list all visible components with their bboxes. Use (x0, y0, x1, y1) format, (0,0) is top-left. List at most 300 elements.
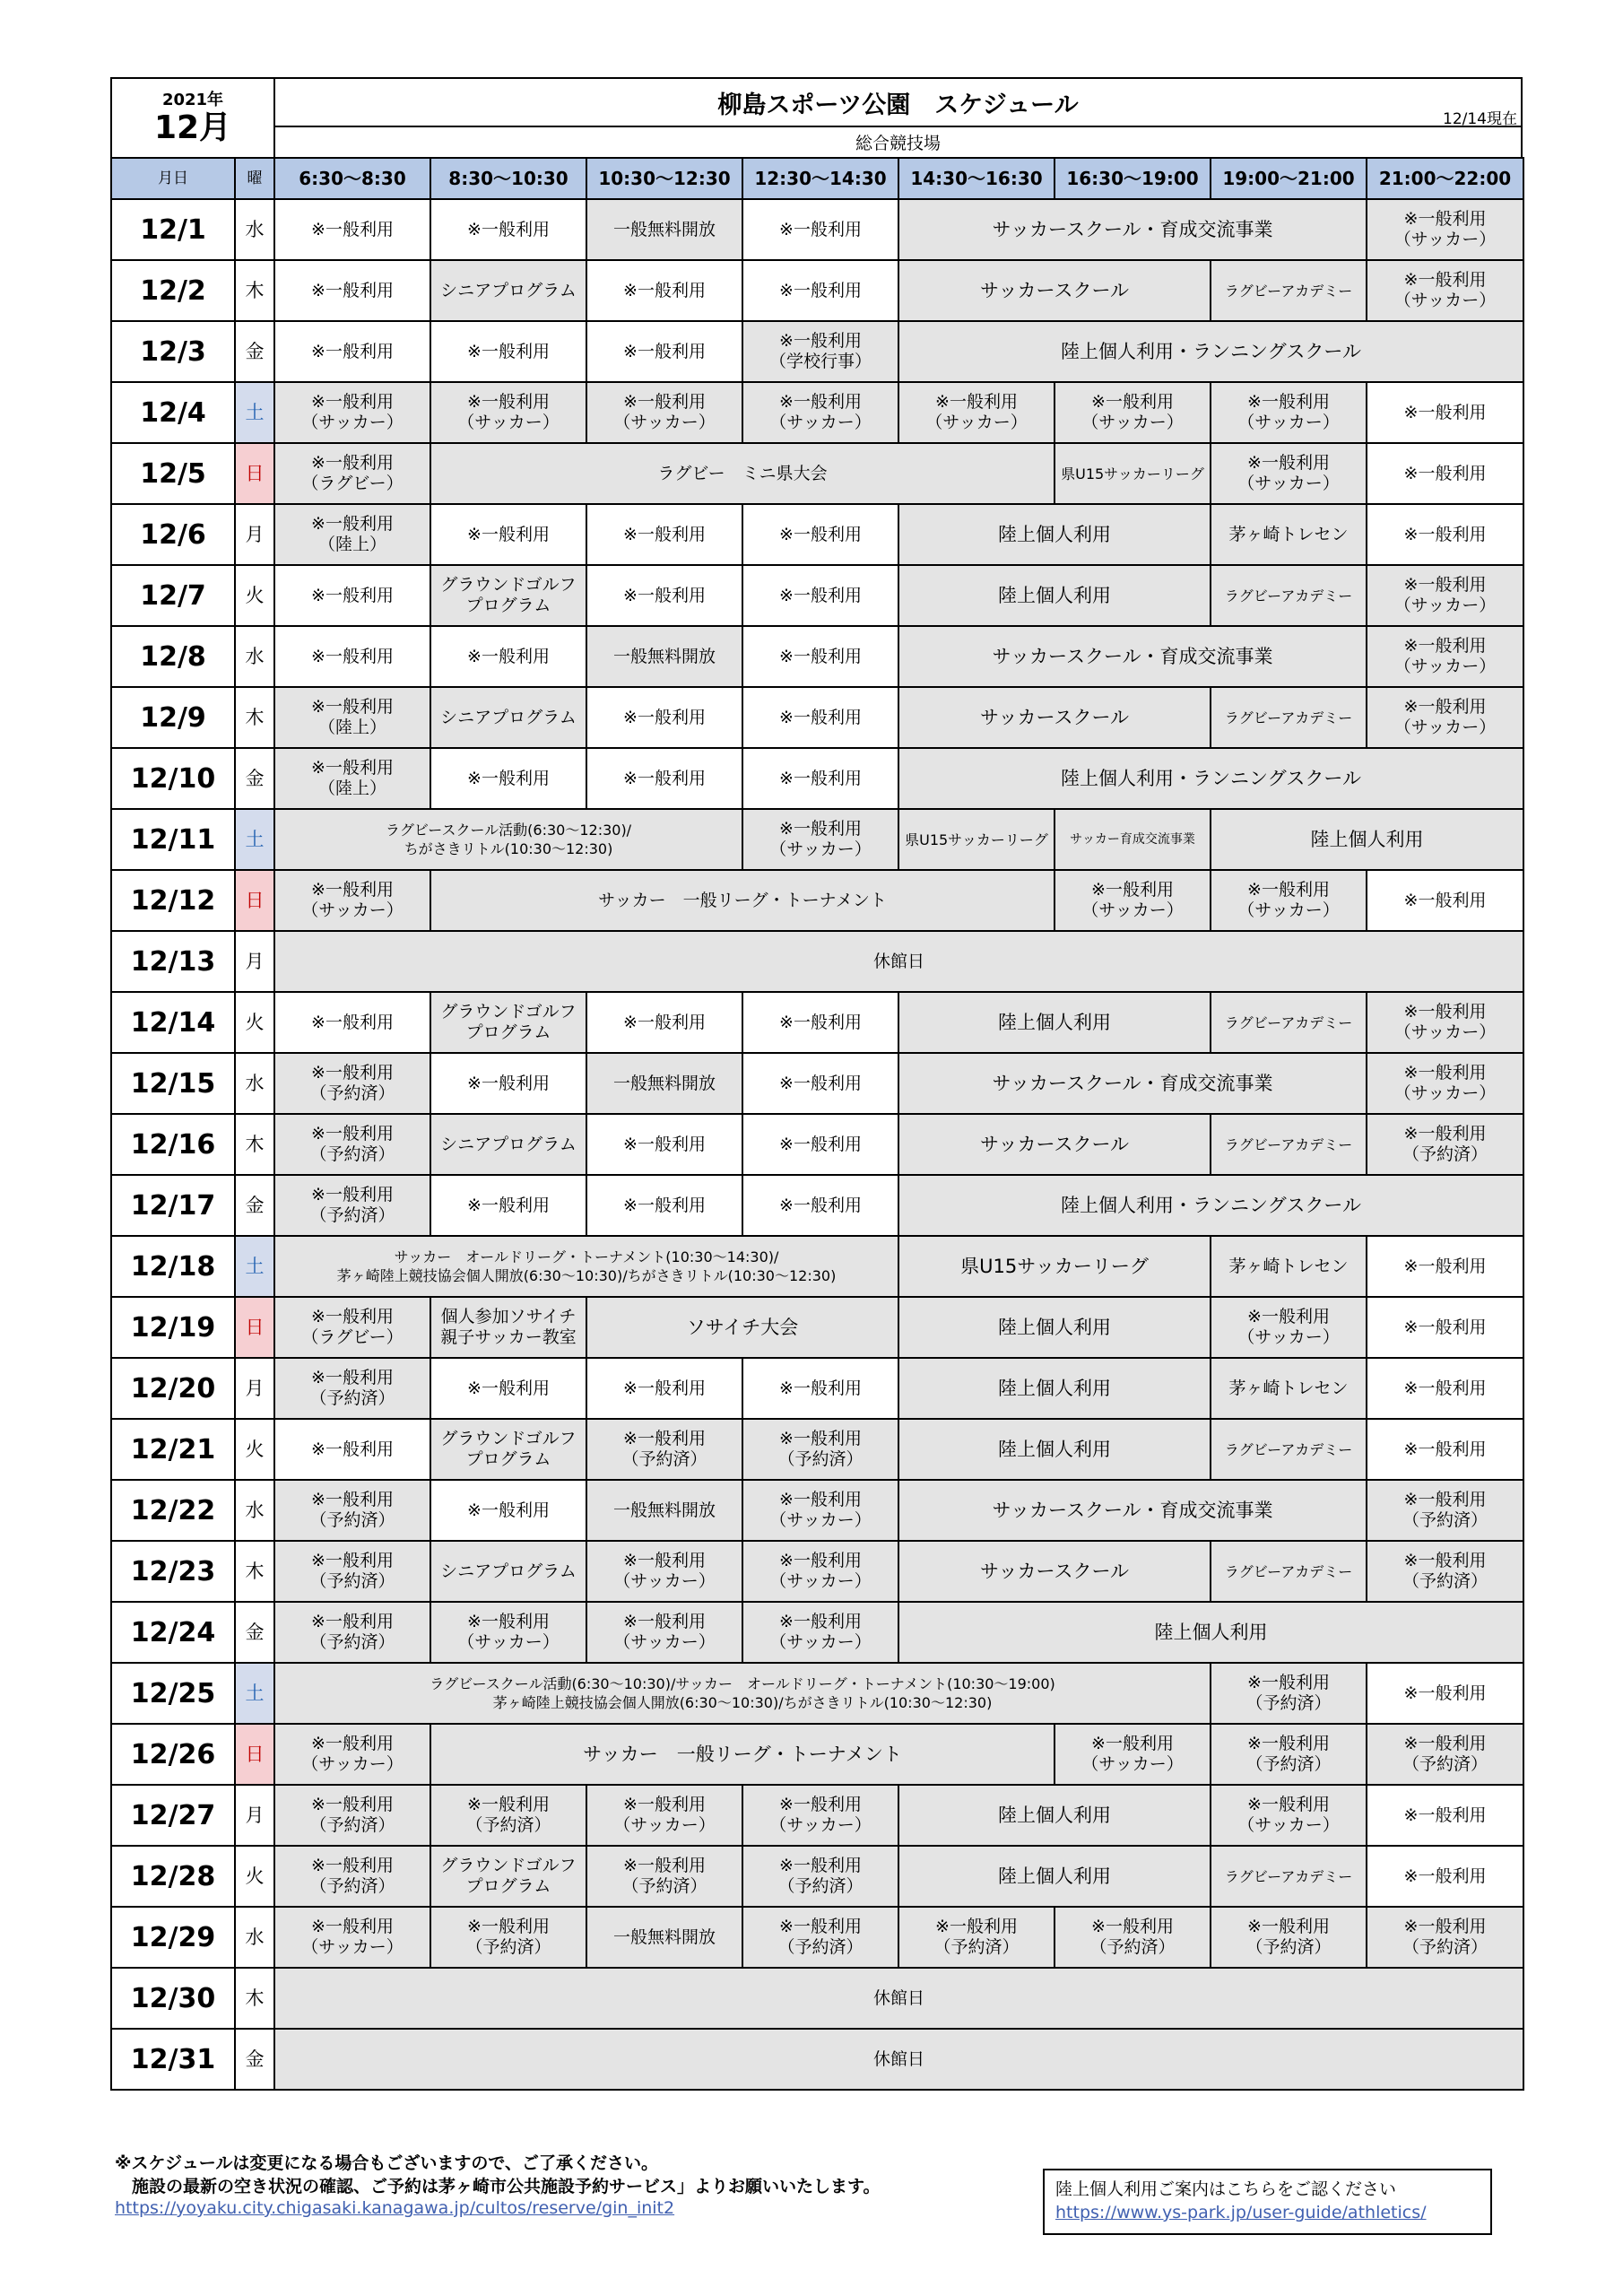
slot-line: ※一般利用 (779, 1856, 862, 1875)
slot-line: ラグビーアカデミー (1224, 1013, 1353, 1031)
slot-cell (274, 626, 430, 687)
column-header: 曜 (235, 158, 274, 199)
slot-line: 茅ヶ崎トレセン (1228, 1256, 1349, 1276)
slot-cell (898, 1602, 1523, 1663)
slot-line: （サッカー） (769, 1632, 872, 1652)
column-header: 21:00～22:00 (1367, 158, 1523, 199)
slot-line: 陸上個人利用 (998, 1377, 1111, 1399)
slot-line: 陸上個人利用 (998, 584, 1111, 606)
slot-cell (1367, 199, 1523, 260)
slot-line: グラウンドゴルフ (440, 575, 577, 595)
slot-line: ※一般利用 (1403, 697, 1487, 717)
reservation-link[interactable]: https://yoyaku.city.chigasaki.kanagawa.jp/cultos/reserve/gin_init2 (115, 2198, 675, 2218)
slot-cell (742, 687, 898, 748)
date-cell: 12/4 (111, 382, 235, 443)
slot-line: （予約済） (465, 1937, 551, 1957)
slot-line: ※一般利用 (779, 1378, 862, 1398)
slot-cell (1055, 809, 1211, 870)
slot-line: （予約済） (777, 1449, 864, 1469)
slot-line: ※一般利用 (1403, 524, 1487, 544)
slot-cell (742, 1175, 898, 1236)
slot-line: （予約済） (1402, 1937, 1488, 1957)
slot-line: 陸上個人利用 (1154, 1621, 1268, 1643)
date-cell: 12/1 (111, 199, 235, 260)
slot-cell (430, 687, 586, 748)
weekday-cell: 土 (235, 382, 274, 443)
slot-line: ※一般利用 (779, 707, 862, 727)
column-header-row (111, 158, 1523, 199)
slot-line: ラグビーアカデミー (1224, 587, 1353, 604)
weekday-cell: 日 (235, 1297, 274, 1358)
slot-line: （サッカー） (1237, 474, 1340, 493)
slot-cell (1367, 1785, 1523, 1846)
slot-line: ※一般利用 (1091, 1734, 1174, 1753)
slot-cell (1211, 1236, 1367, 1297)
slot-cell (586, 1846, 742, 1907)
slot-cell (430, 1053, 586, 1114)
date-cell: 12/16 (111, 1114, 235, 1175)
slot-cell (898, 626, 1367, 687)
slot-line: サッカー育成交流事業 (1070, 831, 1195, 847)
slot-cell (274, 1602, 430, 1663)
slot-cell (1367, 992, 1523, 1053)
slot-line: ※一般利用 (467, 341, 550, 361)
slot-cell (1367, 443, 1523, 504)
slot-cell (586, 1175, 742, 1236)
slot-line: （サッカー） (1393, 657, 1497, 676)
slot-cell (1367, 1541, 1523, 1602)
slot-line: サッカースクール (979, 279, 1130, 301)
schedule-row (111, 1785, 1523, 1846)
date-cell: 12/31 (111, 2029, 235, 2090)
schedule-row (111, 443, 1523, 504)
slot-line: ※一般利用 (1247, 1673, 1330, 1692)
date-cell: 12/9 (111, 687, 235, 748)
slot-line: ※一般利用 (623, 341, 706, 361)
slot-line: 一般無料開放 (612, 1500, 716, 1520)
slot-line: （学校行事） (768, 352, 872, 371)
slot-cell (1211, 1724, 1367, 1785)
slot-cell (898, 565, 1211, 626)
schedule-row (111, 992, 1523, 1053)
slot-line: （予約済） (309, 1876, 395, 1896)
slot-line: ラグビーアカデミー (1224, 1440, 1353, 1458)
slot-line: ※一般利用 (1403, 1063, 1487, 1083)
slot-line: （サッカー） (769, 1571, 872, 1591)
weekday-cell: 木 (235, 1541, 274, 1602)
slot-line: サッカー 一般リーグ・トーナメント (583, 1743, 902, 1765)
slot-cell (742, 1541, 898, 1602)
slot-line: （サッカー） (613, 413, 716, 432)
slot-cell (430, 1114, 586, 1175)
slot-line: （陸上） (317, 535, 386, 554)
date-cell: 12/17 (111, 1175, 235, 1236)
slot-line: 陸上個人利用 (998, 1438, 1111, 1460)
slot-line: ※一般利用 (779, 1795, 862, 1814)
slot-line: シニアプログラム (440, 707, 577, 727)
slot-cell (430, 443, 1055, 504)
date-cell: 12/8 (111, 626, 235, 687)
date-cell: 12/7 (111, 565, 235, 626)
slot-line: ※一般利用 (1403, 402, 1487, 422)
slot-line: ※一般利用 (1247, 392, 1330, 412)
slot-line: 陸上個人利用 (998, 1011, 1111, 1033)
slot-cell (586, 1419, 742, 1480)
slot-line: （ラグビー） (301, 474, 404, 493)
slot-line: ※一般利用 (467, 1073, 550, 1093)
slot-line: （予約済） (621, 1876, 707, 1896)
slot-line: ※一般利用 (1403, 1917, 1487, 1936)
slot-cell (430, 1602, 586, 1663)
athletics-info-link[interactable]: https://www.ys-park.jp/user-guide/athletics/ (1055, 2203, 1427, 2222)
schedule-row (111, 1236, 1523, 1297)
slot-line: ※一般利用 (623, 524, 706, 544)
date-cell: 12/20 (111, 1358, 235, 1419)
weekday-cell: 水 (235, 1907, 274, 1968)
slot-cell (1367, 1297, 1523, 1358)
slot-line: ※一般利用 (1403, 890, 1487, 910)
slot-line: ※一般利用 (779, 280, 862, 300)
athletics-info-box (1043, 2169, 1492, 2235)
slot-cell (742, 1846, 898, 1907)
schedule-row (111, 1419, 1523, 1480)
slot-cell (1367, 1724, 1523, 1785)
date-cell: 12/27 (111, 1785, 235, 1846)
slot-cell (1211, 443, 1367, 504)
slot-line: ※一般利用 (1247, 880, 1330, 900)
slot-cell (1211, 382, 1367, 443)
slot-cell (430, 870, 1055, 931)
slot-cell (898, 687, 1211, 748)
slot-line: 茅ヶ崎トレセン (1228, 524, 1349, 544)
slot-line: ※一般利用 (1403, 1002, 1487, 1022)
slot-line: （サッカー） (301, 900, 404, 920)
slot-line: ※一般利用 (779, 1429, 862, 1448)
slot-line: ※一般利用 (779, 646, 862, 666)
slot-line: ※一般利用 (623, 1856, 706, 1875)
weekday-cell: 金 (235, 1175, 274, 1236)
weekday-cell: 金 (235, 2029, 274, 2090)
slot-line: ※一般利用 (467, 1917, 550, 1936)
slot-line: ※一般利用 (1403, 270, 1487, 290)
schedule-row (111, 1724, 1523, 1785)
weekday-cell: 日 (235, 1724, 274, 1785)
slot-cell (430, 1175, 586, 1236)
slot-line: （サッカー） (1081, 1754, 1184, 1774)
slot-cell (898, 1541, 1211, 1602)
slot-line: ※一般利用 (623, 392, 706, 412)
slot-line: ※一般利用 (1403, 1683, 1487, 1703)
slot-cell (274, 1663, 1211, 1724)
slot-line: ※一般利用 (623, 1429, 706, 1448)
slot-cell (586, 687, 742, 748)
date-cell: 12/12 (111, 870, 235, 931)
slot-line: （予約済） (465, 1815, 551, 1835)
slot-line: ※一般利用 (1403, 1734, 1487, 1753)
slot-cell (1367, 1907, 1523, 1968)
slot-cell (1211, 1297, 1367, 1358)
slot-line: ※一般利用 (779, 1012, 862, 1032)
schedule-row (111, 809, 1523, 870)
weekday-cell: 土 (235, 1236, 274, 1297)
slot-line: グラウンドゴルフ (440, 1429, 577, 1448)
slot-cell (742, 382, 898, 443)
slot-cell (274, 1053, 430, 1114)
slot-cell (274, 1907, 430, 1968)
slot-line: 個人参加ソサイチ (440, 1307, 577, 1326)
slot-cell (586, 1785, 742, 1846)
schedule-row (111, 1297, 1523, 1358)
slot-cell (586, 260, 742, 321)
slot-cell (742, 809, 898, 870)
column-header: 月日 (111, 158, 235, 199)
slot-line: ※一般利用 (623, 1378, 706, 1398)
slot-line: ラグビースクール活動(6:30～10:30)/サッカー オールドリーグ・トーナメント(10:30～19:00) (430, 1675, 1055, 1692)
slot-cell (586, 565, 742, 626)
slot-cell (742, 321, 898, 382)
slot-cell (430, 1907, 586, 1968)
slot-cell (274, 687, 430, 748)
date-cell: 12/13 (111, 931, 235, 992)
weekday-cell: 日 (235, 870, 274, 931)
date-cell: 12/2 (111, 260, 235, 321)
slot-line: （予約済） (1089, 1937, 1176, 1957)
weekday-cell: 木 (235, 1114, 274, 1175)
slot-line: ※一般利用 (1247, 1917, 1330, 1936)
schedule-change-note: ※スケジュールは変更になる場合もございますので、ご了承ください。 (115, 2153, 658, 2173)
slot-line: 陸上個人利用・ランニングスクール (1061, 1194, 1361, 1216)
as-of-date: 12/14現在 (1443, 110, 1517, 128)
slot-line: ※一般利用 (1403, 1124, 1487, 1144)
slot-line: ラグビーアカデミー (1224, 282, 1353, 300)
slot-line: 一般無料開放 (612, 1073, 716, 1093)
slot-line: ※一般利用 (1403, 1256, 1487, 1276)
slot-line: シニアプログラム (440, 280, 577, 300)
slot-line: サッカースクール・育成交流事業 (992, 1499, 1273, 1521)
date-cell: 12/11 (111, 809, 235, 870)
slot-line: （サッカー） (1237, 413, 1340, 432)
slot-cell (586, 1297, 898, 1358)
slot-line: 一般無料開放 (612, 646, 716, 666)
schedule-row (111, 565, 1523, 626)
slot-line: 茅ヶ崎陸上競技協会個人開放(6:30～10:30)/ちがさきリトル(10:30～12:30) (336, 1267, 837, 1284)
slot-cell (274, 870, 430, 931)
slot-cell (430, 1541, 586, 1602)
slot-line: ※一般利用 (311, 646, 394, 666)
weekday-cell: 月 (235, 931, 274, 992)
slot-line: ※一般利用 (1403, 463, 1487, 483)
weekday-cell: 月 (235, 504, 274, 565)
slot-line: ラグビーアカデミー (1224, 1867, 1353, 1885)
slot-line: 県U15サッカーリーグ (905, 831, 1048, 848)
reservation-note: 施設の最新の空き状況の確認、ご予約は茅ヶ崎市公共施設予約サービス」よりお願いいたします。 (115, 2177, 881, 2196)
weekday-cell: 木 (235, 687, 274, 748)
slot-cell (1211, 1114, 1367, 1175)
schedule-row (111, 1175, 1523, 1236)
slot-cell (898, 1053, 1367, 1114)
slot-cell (898, 260, 1211, 321)
slot-cell (1367, 565, 1523, 626)
slot-line: ソサイチ大会 (686, 1316, 799, 1338)
date-cell: 12/24 (111, 1602, 235, 1663)
date-cell: 12/15 (111, 1053, 235, 1114)
slot-cell (742, 1358, 898, 1419)
venue-name: 総合競技場 (855, 134, 941, 153)
slot-line: （陸上） (317, 718, 386, 737)
slot-cell (274, 1297, 430, 1358)
slot-cell (1367, 1419, 1523, 1480)
weekday-cell: 金 (235, 321, 274, 382)
slot-line: グラウンドゴルフ (440, 1856, 577, 1875)
slot-line: ※一般利用 (1403, 1866, 1487, 1886)
slot-cell (430, 1785, 586, 1846)
slot-line: ※一般利用 (623, 1195, 706, 1215)
slot-cell (1367, 1236, 1523, 1297)
slot-line: （サッカー） (769, 1815, 872, 1835)
slot-line: シニアプログラム (440, 1134, 577, 1154)
weekday-cell: 木 (235, 1968, 274, 2029)
schedule-row (111, 1846, 1523, 1907)
schedule-row (111, 1541, 1523, 1602)
slot-line: （サッカー） (1081, 413, 1184, 432)
slot-cell (586, 1541, 742, 1602)
slot-line: サッカースクール (979, 1133, 1130, 1155)
slot-line: ※一般利用 (311, 1795, 394, 1814)
slot-cell (898, 1358, 1211, 1419)
slot-cell (742, 1785, 898, 1846)
slot-line: 陸上個人利用 (998, 523, 1111, 545)
column-header: 16:30～19:00 (1055, 158, 1211, 199)
slot-cell (274, 443, 430, 504)
slot-line: （サッカー） (1393, 596, 1497, 615)
slot-line: ※一般利用 (311, 1734, 394, 1753)
slot-line: ※一般利用 (1091, 392, 1174, 412)
schedule-row (111, 321, 1523, 382)
slot-line: ※一般利用 (311, 219, 394, 239)
slot-cell (274, 382, 430, 443)
slot-cell (274, 504, 430, 565)
slot-line: （予約済） (777, 1937, 864, 1957)
slot-line: 親子サッカー教室 (440, 1327, 577, 1347)
column-header: 6:30～8:30 (274, 158, 430, 199)
slot-line: 陸上個人利用・ランニングスクール (1061, 340, 1361, 362)
schedule-row (111, 626, 1523, 687)
slot-cell (274, 748, 430, 809)
slot-line: ※一般利用 (623, 768, 706, 788)
slot-line: （陸上） (317, 778, 386, 798)
slot-cell (1367, 1480, 1523, 1541)
slot-line: （予約済） (309, 1815, 395, 1835)
slot-line: 県U15サッカーリーグ (960, 1255, 1149, 1277)
slot-line: ※一般利用 (467, 524, 550, 544)
slot-cell (742, 1480, 898, 1541)
athletics-info-text: 陸上個人利用ご案内はこちらをご認ください (1055, 2179, 1397, 2199)
weekday-cell: 水 (235, 1053, 274, 1114)
venue-cell (274, 126, 1522, 158)
slot-cell (274, 1480, 430, 1541)
slot-cell (586, 1480, 742, 1541)
slot-cell (1211, 565, 1367, 626)
slot-line: （サッカー） (1393, 718, 1497, 737)
slot-cell (1055, 870, 1211, 931)
slot-line: サッカースクール・育成交流事業 (992, 218, 1273, 240)
slot-cell (430, 626, 586, 687)
slot-line: （予約済） (309, 1083, 395, 1103)
slot-line: ※一般利用 (311, 1612, 394, 1631)
slot-line: ※一般利用 (311, 1551, 394, 1570)
slot-line: （サッカー） (1393, 1022, 1497, 1042)
date-cell: 12/14 (111, 992, 235, 1053)
slot-line: ※一般利用 (779, 1551, 862, 1570)
slot-line: （予約済） (309, 1388, 395, 1408)
slot-cell (1211, 1541, 1367, 1602)
slot-line: ※一般利用 (779, 1134, 862, 1154)
slot-line: ※一般利用 (623, 1612, 706, 1631)
slot-cell (1367, 687, 1523, 748)
slot-line: 陸上個人利用 (998, 1316, 1111, 1338)
slot-cell (274, 260, 430, 321)
slot-cell (742, 748, 898, 809)
slot-cell (274, 1541, 430, 1602)
schedule-row (111, 1602, 1523, 1663)
slot-cell (1055, 443, 1211, 504)
slot-cell (430, 382, 586, 443)
slot-line: ※一般利用 (1403, 1439, 1487, 1459)
slot-line: ※一般利用 (467, 1500, 550, 1520)
slot-line: プログラム (465, 1449, 551, 1469)
slot-line: プログラム (465, 596, 551, 615)
slot-line: （サッカー） (769, 413, 872, 432)
slot-cell (1367, 1358, 1523, 1419)
slot-cell (742, 1602, 898, 1663)
slot-cell (274, 992, 430, 1053)
slot-line: サッカー 一般リーグ・トーナメント (598, 890, 887, 910)
date-cell: 12/21 (111, 1419, 235, 1480)
slot-line: ※一般利用 (1403, 1317, 1487, 1337)
slot-line: ※一般利用 (779, 585, 862, 605)
slot-line: 一般無料開放 (612, 1926, 716, 1947)
slot-line: （予約済） (1245, 1937, 1332, 1957)
date-cell: 12/6 (111, 504, 235, 565)
slot-line: ※一般利用 (623, 280, 706, 300)
slot-line: プログラム (465, 1876, 551, 1896)
slot-cell (898, 1419, 1211, 1480)
slot-line: ※一般利用 (1091, 1917, 1174, 1936)
slot-cell (430, 504, 586, 565)
slot-cell (430, 1419, 586, 1480)
slot-cell (1211, 870, 1367, 931)
slot-line: （予約済） (1402, 1754, 1488, 1774)
slot-cell (1211, 504, 1367, 565)
slot-line: ラグビーアカデミー (1224, 1562, 1353, 1580)
slot-line: ※一般利用 (1403, 636, 1487, 656)
slot-line: ※一般利用 (1403, 1378, 1487, 1398)
slot-line: （サッカー） (457, 1632, 560, 1652)
slot-cell (898, 1114, 1211, 1175)
slot-cell (1367, 382, 1523, 443)
slot-line: （サッカー） (1237, 1327, 1340, 1347)
slot-line: ※一般利用 (1403, 1805, 1487, 1825)
slot-line: （予約済） (1245, 1693, 1332, 1713)
weekday-cell: 月 (235, 1785, 274, 1846)
weekday-cell: 火 (235, 565, 274, 626)
schedule-row (111, 1907, 1523, 1968)
column-header: 12:30～14:30 (742, 158, 898, 199)
slot-cell (586, 504, 742, 565)
slot-line: ※一般利用 (779, 392, 862, 412)
slot-cell (1211, 1846, 1367, 1907)
date-cell: 12/19 (111, 1297, 235, 1358)
